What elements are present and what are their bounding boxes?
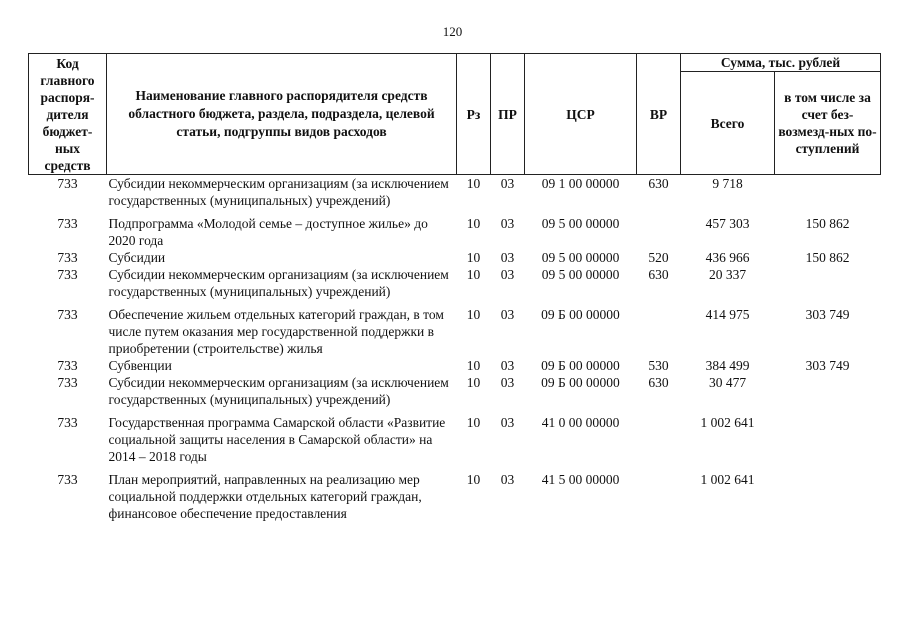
cell-code: 733 [57,307,78,322]
cell-including: 150 862 [805,250,850,265]
cell-pr: 03 [500,307,515,322]
cell-pr: 03 [500,267,515,282]
table-row [29,357,881,374]
cell-vr [637,300,681,357]
cell-rz: 10 [466,250,481,265]
cell-name: Субсидии [108,250,166,265]
cell-total: 436 966 [705,250,750,265]
cell-pr: 03 [500,216,515,231]
cell-including: 150 862 [805,216,850,231]
cell-total: 384 499 [705,358,750,373]
cell-code: 733 [57,176,78,191]
cell-name: Государственная программа Самарской области «Развитие социальной защиты населения в Самарской области» на 2014 – 2018 годы [108,415,446,464]
cell-csr: 09 5 00 00000 [541,267,620,282]
header-csr: ЦСР [525,54,637,175]
cell-csr: 09 Б 00 00000 [541,358,620,373]
cell-name: Субсидии некоммерческим организациям (за исключением государственных (муниципальных) учреждений) [108,176,449,208]
header-including: в том числе за счет без-возмезд-ных по-ступлений [775,72,881,175]
table-row [29,465,881,522]
cell-rz: 10 [466,267,481,282]
cell-pr: 03 [500,375,515,390]
cell-total: 1 002 641 [700,472,755,487]
cell-pr: 03 [500,415,515,430]
cell-csr: 09 Б 00 00000 [541,375,620,390]
cell-code: 733 [57,415,78,430]
cell-pr: 03 [500,176,515,191]
cell-name: План мероприятий, направленных на реализацию мер социальной поддержки отдельных категорий граждан, финансовое обеспечение предоставления [108,472,422,521]
cell-rz: 10 [466,415,481,430]
cell-pr: 03 [500,472,515,487]
cell-code: 733 [57,216,78,231]
cell-code: 733 [57,375,78,390]
cell-vr: 530 [648,358,669,373]
cell-total: 414 975 [705,307,750,322]
cell-vr [637,408,681,465]
cell-code: 733 [57,358,78,373]
header-total: Всего [681,72,775,175]
table-row [29,408,881,465]
cell-rz: 10 [466,307,481,322]
cell-csr: 41 5 00 00000 [541,472,620,487]
cell-rz: 10 [466,472,481,487]
cell-code: 733 [57,250,78,265]
header-code: Код главного распоря-дителя бюджет-ных средств [29,54,107,175]
header-sum-group: Сумма, тыс. рублей [681,54,881,72]
cell-total: 1 002 641 [700,415,755,430]
cell-vr: 520 [648,250,669,265]
cell-including [775,465,881,522]
cell-rz: 10 [466,216,481,231]
cell-including [775,408,881,465]
header-vr: ВР [637,54,681,175]
page-number: 120 [442,24,463,39]
cell-including [775,175,881,210]
cell-total: 30 477 [708,375,747,390]
budget-table [28,53,881,522]
cell-vr [637,465,681,522]
table-row [29,175,881,210]
table-row [29,249,881,266]
cell-csr: 41 0 00 00000 [541,415,620,430]
header-name: Наименование главного распорядителя средств областного бюджета, раздела, подраздела, целевой статьи, подгруппы видов расходов [107,54,457,175]
cell-including: 303 749 [805,307,850,322]
header-pr: ПР [491,54,525,175]
cell-csr: 09 5 00 00000 [541,216,620,231]
cell-rz: 10 [466,358,481,373]
cell-code: 733 [57,472,78,487]
cell-rz: 10 [466,375,481,390]
cell-vr: 630 [648,176,669,191]
cell-name: Субсидии некоммерческим организациям (за исключением государственных (муниципальных) учреждений) [108,267,449,299]
cell-code: 733 [57,267,78,282]
cell-pr: 03 [500,250,515,265]
cell-csr: 09 1 00 00000 [541,176,620,191]
cell-total: 9 718 [712,176,743,191]
cell-including: 303 749 [805,358,850,373]
cell-csr: 09 5 00 00000 [541,250,620,265]
header-rz: Рз [457,54,491,175]
cell-rz: 10 [466,176,481,191]
table-row [29,266,881,300]
cell-including [775,374,881,408]
cell-vr [637,209,681,249]
table-body [29,175,881,523]
table-row [29,374,881,408]
cell-total: 20 337 [708,267,747,282]
table-row [29,300,881,357]
cell-vr: 630 [648,375,669,390]
cell-name: Субвенции [108,358,172,373]
cell-including [775,266,881,300]
table-row [29,209,881,249]
table-header [29,54,881,175]
cell-vr: 630 [648,267,669,282]
cell-name: Обеспечение жильем отдельных категорий граждан, в том числе путем оказания мер государственной поддержки в приобретении (строительстве) жилья [108,307,444,356]
cell-csr: 09 Б 00 00000 [541,307,620,322]
cell-name: Субсидии некоммерческим организациям (за исключением государственных (муниципальных) учреждений) [108,375,449,407]
cell-total: 457 303 [705,216,750,231]
cell-name: Подпрограмма «Молодой семье – доступное жилье» до 2020 года [108,216,428,248]
cell-pr: 03 [500,358,515,373]
